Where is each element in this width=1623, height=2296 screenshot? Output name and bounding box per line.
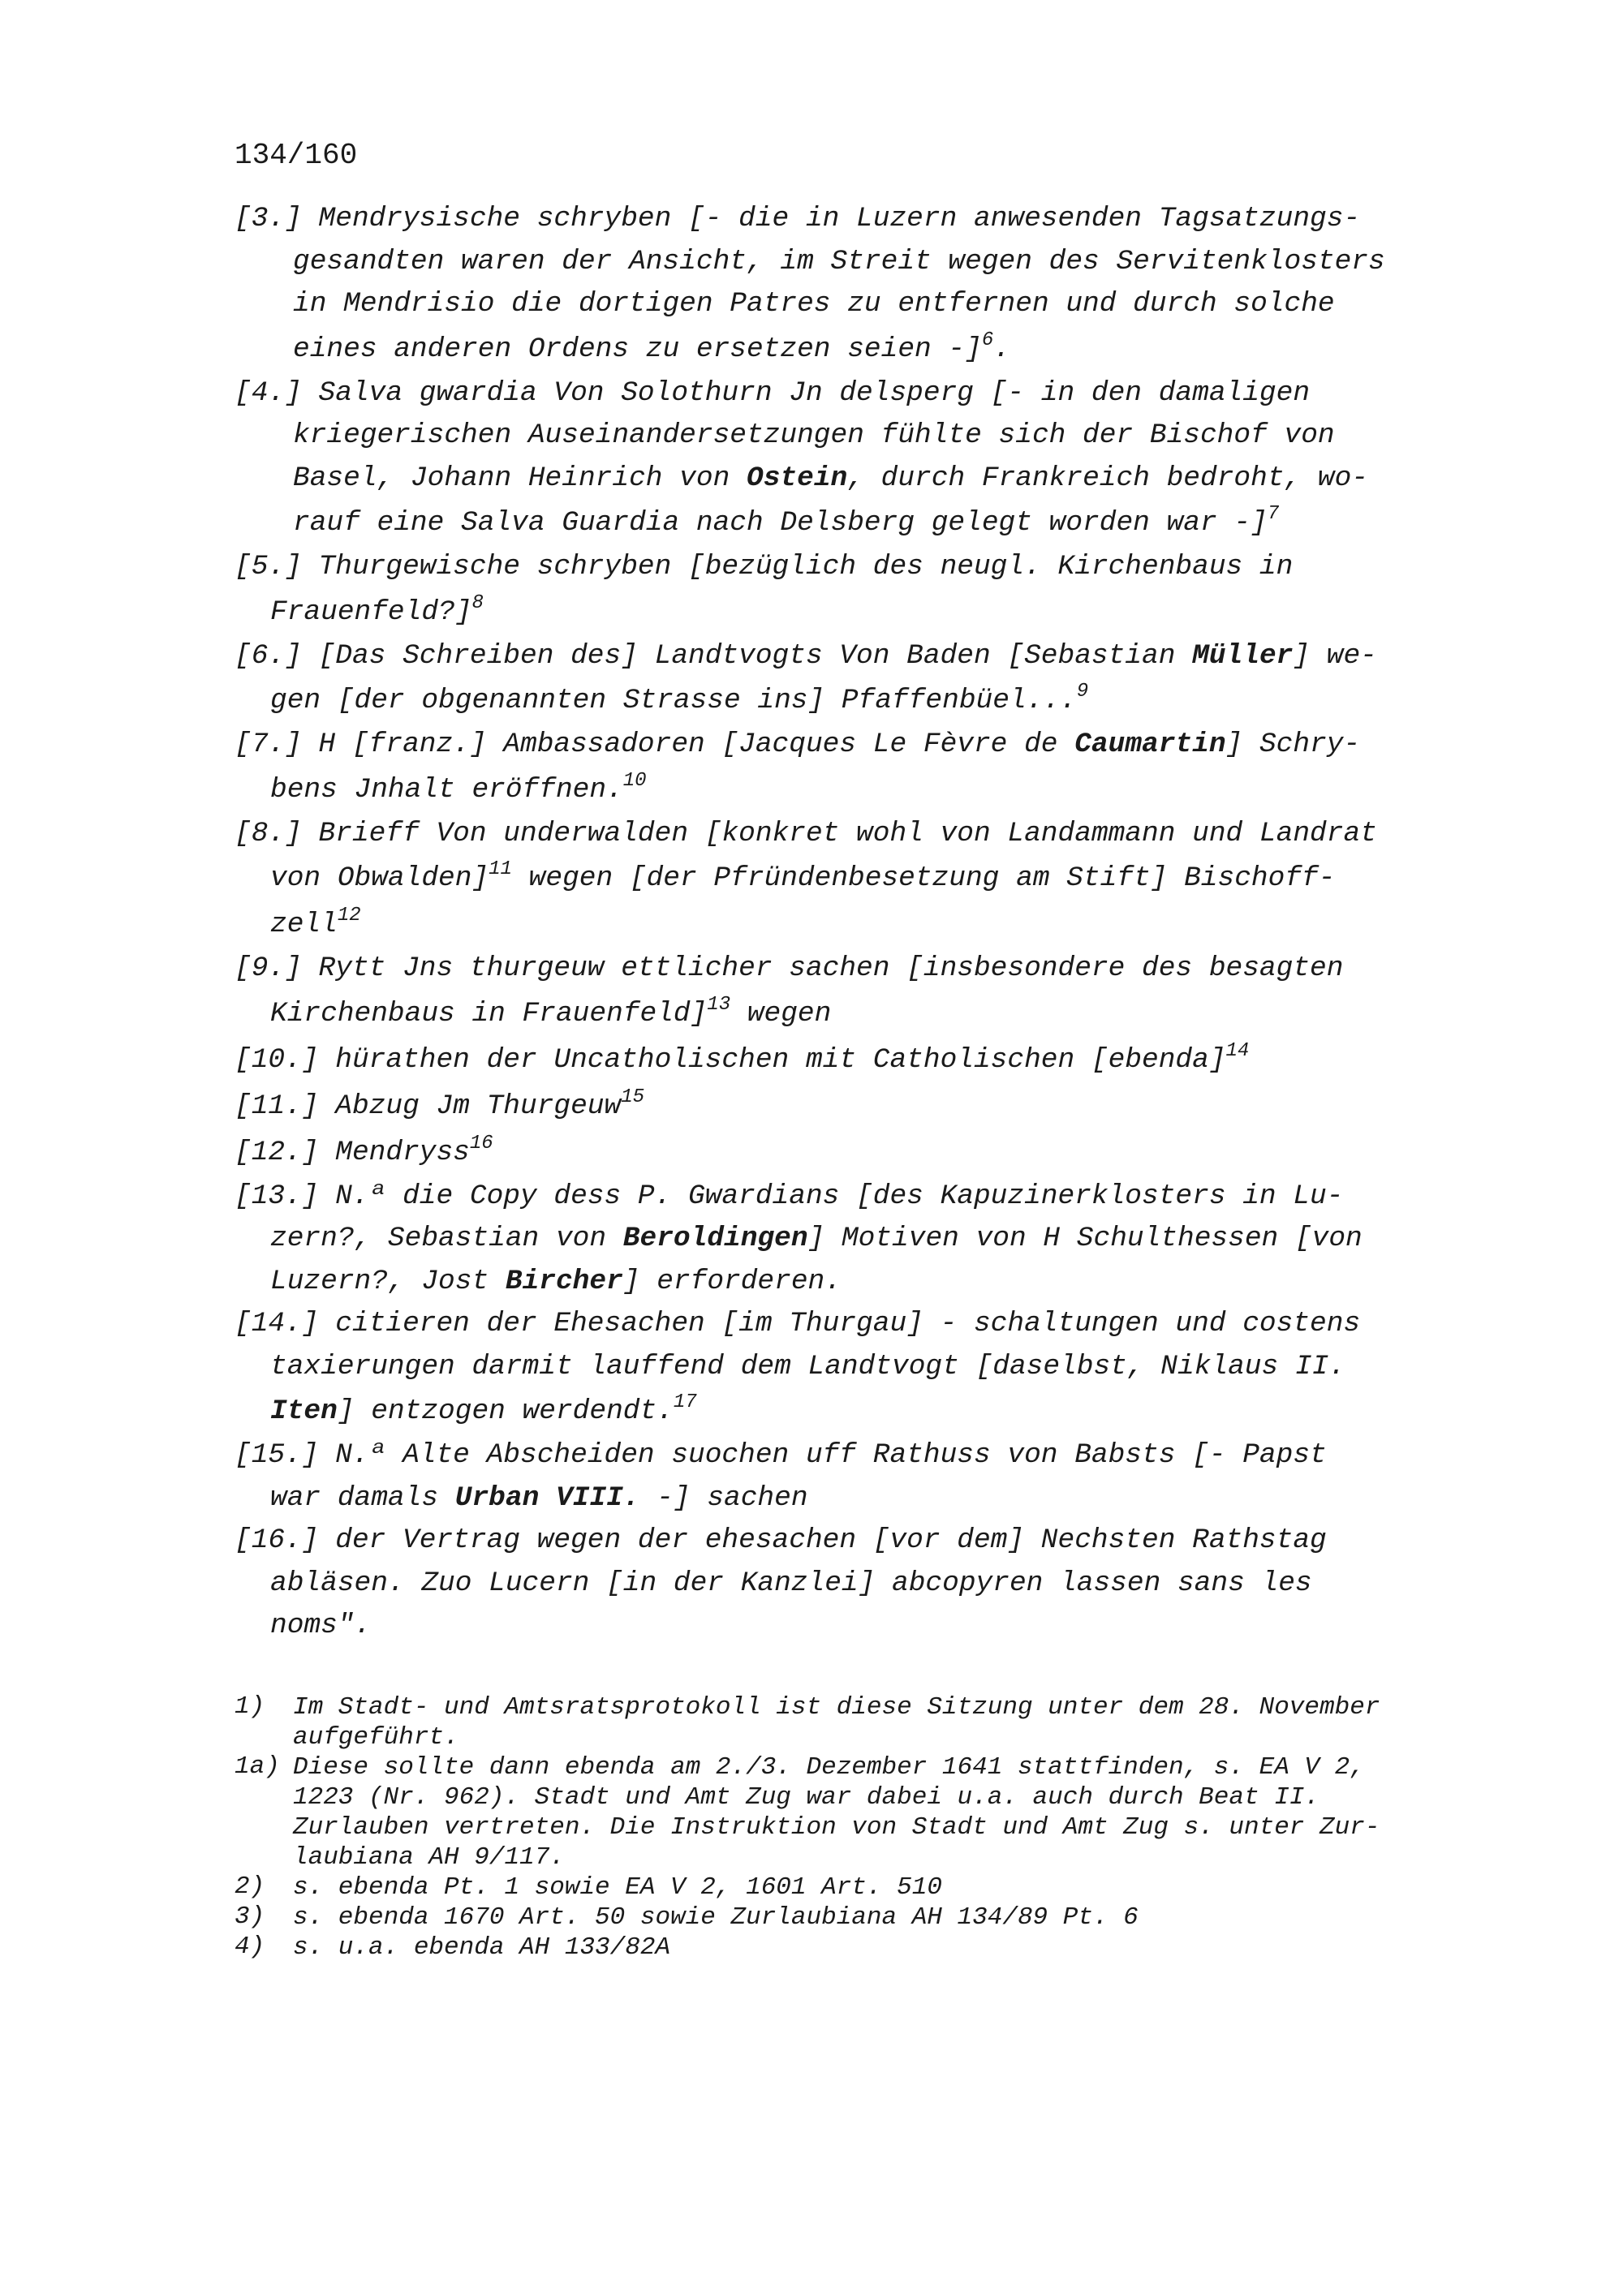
person-name: Bircher: [505, 1265, 623, 1297]
footnote-ref: 15: [621, 1086, 645, 1108]
person-name: Beroldingen: [622, 1223, 808, 1254]
item-label: [8.]: [235, 817, 302, 849]
footnote-mark: 3): [235, 1903, 265, 1931]
footnote-ref: 6: [981, 329, 994, 351]
footnote-text: Im Stadt- und Amtsratsprotokoll ist diese Sitzung unter dem 28. November: [293, 1693, 1380, 1722]
item-label: [16.]: [235, 1524, 319, 1556]
item-text: zell: [270, 909, 338, 940]
footnote-ref: 11: [489, 858, 512, 880]
agenda-item-13: [235, 1176, 1500, 1304]
footnote-text: 1223 (Nr. 962). Stadt und Amt Zug war dabei u.a. auch durch Beat II.: [293, 1783, 1320, 1812]
footnote-ref: 14: [1225, 1039, 1250, 1062]
person-name: Iten: [270, 1395, 338, 1427]
agenda-item-8: [235, 813, 1500, 948]
item-text: in Mendrisio die dortigen Patres zu entfernen und durch solche: [293, 288, 1335, 320]
page-number: 134/160: [235, 139, 358, 172]
agenda-item-11: [235, 1083, 1500, 1129]
item-label: [7.]: [235, 729, 302, 760]
agenda-item-6: [235, 635, 1500, 724]
footnote-text: Zurlauben vertreten. Die Instruktion von Stadt und Amt Zug s. unter Zur-: [293, 1813, 1380, 1842]
footnote-2: [235, 1872, 1500, 1903]
item-text: -] sachen: [639, 1481, 808, 1514]
agenda-item-7: [235, 724, 1500, 813]
item-text: Frauenfeld?]: [270, 595, 472, 628]
item-text: .: [993, 333, 1010, 365]
agenda-item-4: [235, 372, 1500, 547]
item-text: abläsen. Zuo Lucern [in der Kanzlei] abcopyren lassen sans les: [270, 1567, 1312, 1599]
item-text: wegen: [730, 997, 832, 1030]
item-label: [13.]: [235, 1180, 319, 1212]
item-label: [3.]: [235, 203, 302, 234]
item-text: citieren der Ehesachen [im Thurgau] - schaltungen und costens: [335, 1308, 1361, 1339]
item-text: Brieff Von underwalden [konkret wohl von Landammann und Landrat: [318, 817, 1377, 849]
footnote-mark: 1): [235, 1692, 265, 1721]
footnote-text: aufgeführt.: [293, 1723, 459, 1752]
item-text: der Vertrag wegen der ehesachen [vor dem] Nechsten Rathstag: [335, 1524, 1327, 1556]
item-text: N.ª Alte Abscheiden suochen uff Rathuss von Babsts [- Papst: [335, 1439, 1327, 1471]
item-label: [4.]: [235, 376, 302, 409]
agenda-item-14: [235, 1303, 1500, 1434]
agenda-item-10: [235, 1037, 1500, 1083]
footnote-ref: 16: [469, 1132, 493, 1154]
item-text: war damals: [270, 1481, 455, 1514]
item-text: rauf eine Salva Guardia nach Delsberg gelegt worden war -]: [293, 507, 1268, 539]
item-label: [15.]: [235, 1439, 319, 1471]
item-text: Kirchenbaus in Frauenfeld]: [270, 997, 708, 1030]
item-label: [6.]: [235, 639, 302, 672]
item-text: ] erforderen.: [622, 1265, 842, 1297]
item-text: gen [der obgenannten Strasse ins] Pfaffenbüel...: [270, 685, 1077, 716]
item-text: zern?, Sebastian von: [270, 1223, 623, 1254]
footnote-4: [235, 1933, 1500, 1963]
item-text: Thurgewische schryben [bezüglich des neugl. Kirchenbaus in: [318, 551, 1294, 583]
item-label: [5.]: [235, 551, 302, 583]
agenda-item-3: [235, 198, 1500, 372]
footnote-1: [235, 1692, 1500, 1752]
item-text: hürathen der Uncatholischen mit Catholischen [ebenda]: [335, 1043, 1226, 1076]
person-name: Müller: [1192, 639, 1294, 672]
footnote-ref: 9: [1076, 681, 1089, 703]
item-text: kriegerischen Auseinandersetzungen fühlte sich der Bischof von: [293, 419, 1335, 451]
item-text: , durch Frankreich bedroht, wo-: [847, 462, 1369, 494]
footnote-mark: 2): [235, 1872, 265, 1901]
item-text: [Das Schreiben des] Landtvogts Von Baden [Sebastian: [318, 639, 1193, 672]
person-name: Caumartin: [1074, 729, 1226, 760]
person-name: Ostein: [747, 462, 848, 494]
item-label: [11.]: [235, 1090, 319, 1122]
item-text: Basel, Johann Heinrich von: [293, 462, 747, 494]
item-text: Mendryss: [335, 1136, 470, 1168]
item-text: bens Jnhalt eröffnen.: [270, 773, 623, 806]
item-text: Rytt Jns thurgeuw ettlicher sachen [insbesondere des besagten: [318, 952, 1344, 984]
footnote-text: laubiana AH 9/117.: [293, 1843, 565, 1872]
item-text: taxierungen darmit lauffend dem Landtvogt [daselbst, Niklaus II.: [270, 1350, 1346, 1382]
item-text: noms".: [270, 1610, 372, 1641]
item-text: von Obwalden]: [270, 862, 489, 894]
footnote-mark: 1a): [235, 1752, 280, 1781]
agenda-list: [235, 198, 1500, 1648]
footnote-ref: 13: [707, 993, 731, 1016]
item-text: H [franz.] Ambassadoren [Jacques Le Fèvre de: [318, 729, 1075, 760]
item-label: [12.]: [235, 1136, 319, 1168]
footnote-text: Diese sollte dann ebenda am 2./3. Dezember 1641 stattfinden, s. EA V 2,: [293, 1753, 1365, 1782]
item-text: ] we-: [1293, 639, 1377, 672]
agenda-item-9: [235, 948, 1500, 1037]
item-label: [9.]: [235, 952, 302, 984]
item-text: N.ª die Copy dess P. Gwardians [des Kapuzinerklosters in Lu-: [335, 1180, 1344, 1212]
item-text: Mendrysische schryben [- die in Luzern anwesenden Tagsatzungs-: [318, 203, 1361, 234]
footnote-ref: 8: [471, 591, 484, 614]
item-text: Salva gwardia Von Solothurn Jn delsperg [- in den damaligen: [318, 376, 1311, 409]
item-text: Abzug Jm Thurgeuw: [335, 1090, 622, 1122]
item-text: ] Motiven von H Schulthessen [von: [807, 1223, 1363, 1254]
footnote-ref: 12: [337, 905, 361, 927]
agenda-item-12: [235, 1129, 1500, 1176]
person-name: Urban VIII.: [454, 1481, 640, 1514]
item-text: ] entzogen werdendt.: [337, 1395, 674, 1427]
footnote-mark: 4): [235, 1933, 265, 1961]
item-label: [10.]: [235, 1043, 319, 1076]
footnote-text: s. ebenda Pt. 1 sowie EA V 2, 1601 Art. 510: [293, 1873, 942, 1902]
item-text: ] Schry-: [1225, 729, 1361, 760]
item-text: Luzern?, Jost: [270, 1265, 506, 1297]
item-label: [14.]: [235, 1308, 319, 1339]
footnote-text: s. ebenda 1670 Art. 50 sowie Zurlaubiana AH 134/89 Pt. 6: [293, 1903, 1139, 1932]
footnote-text: s. u.a. ebenda AH 133/82A: [293, 1933, 671, 1962]
footnotes: [235, 1692, 1500, 1963]
footnote-ref: 17: [673, 1391, 697, 1413]
footnote-ref: 10: [622, 769, 647, 792]
agenda-item-15: [235, 1434, 1500, 1520]
item-text: wegen [der Pfründenbesetzung am Stift] Bischoff-: [511, 862, 1336, 894]
agenda-item-16: [235, 1520, 1500, 1648]
item-text: eines anderen Ordens zu ersetzen seien -]: [293, 333, 982, 365]
footnote-1a: [235, 1752, 1500, 1872]
footnote-3: [235, 1903, 1500, 1933]
footnote-ref: 7: [1267, 503, 1280, 525]
agenda-item-5: [235, 546, 1500, 635]
item-text: gesandten waren der Ansicht, im Streit wegen des Servitenklosters: [293, 245, 1385, 277]
